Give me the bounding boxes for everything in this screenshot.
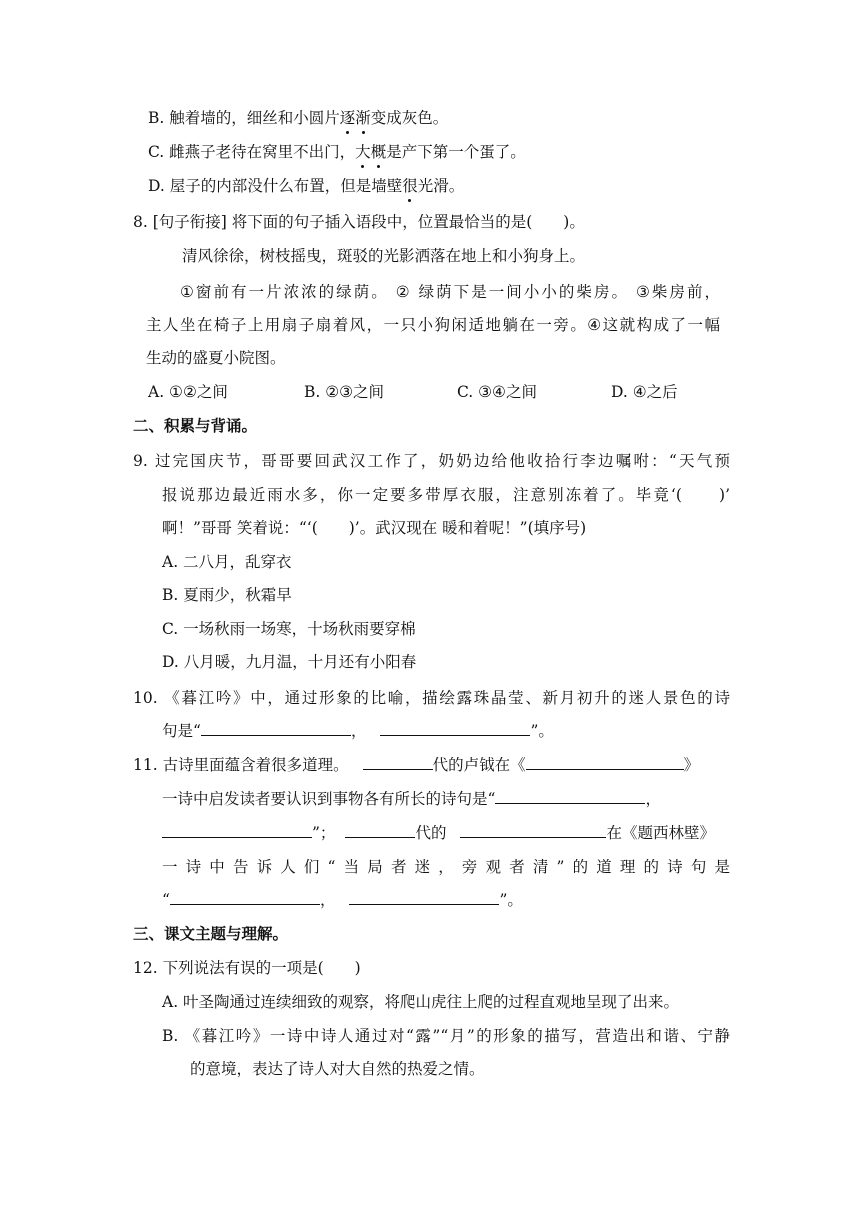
- q7-option-d-text: D. 屋子的内部没什么布置，但是墙壁: [148, 177, 403, 195]
- q8-insert-sentence: 清风徐徐，树枝摇曳，斑驳的光影洒落在地上和小狗身上。: [182, 247, 586, 265]
- q7-option-d-emphasis: 很: [402, 177, 418, 195]
- q8-option-b: B. ②③之间: [304, 383, 385, 401]
- q11-line-3: [162, 822, 715, 844]
- q9-stem-line-1: 9. 过完国庆节，哥哥要回武汉工作了，奶奶边给他收拾行李边嘱咐：“天气预: [133, 452, 730, 470]
- q8-option-d: D. ④之后: [611, 383, 678, 401]
- q7-option-b-tail: 变成灰色。: [370, 109, 449, 127]
- q9-option-a: A. 二八月，乱穿衣: [162, 553, 292, 571]
- q11-line-1: [133, 754, 699, 776]
- q9-stem-line-2: 报说那边最近雨水多，你一定要多带厚衣服，注意别冻着了。毕竟‘( )’: [162, 486, 730, 504]
- q8-stem: 8. [句子衔接] 将下面的句子插入语段中，位置最恰当的是( )。: [133, 213, 585, 231]
- q12-option-b-line-2: 的意境，表达了诗人对大自然的热爱之情。: [190, 1060, 485, 1078]
- q10-stem-line-1: 10. 《暮江吟》中，通过形象的比喻，描绘露珠晶莹、新月初升的迷人景色的诗: [133, 689, 730, 707]
- q11-line-5: [162, 889, 523, 911]
- q11-text-b: 代的卢钺在《: [432, 756, 526, 774]
- q7-option-b: [148, 107, 448, 129]
- q10-blank-1[interactable]: [201, 721, 351, 736]
- q11-text-j: ，: [319, 891, 336, 909]
- q10-text-c: ”。: [530, 722, 554, 740]
- q11-blank-dynasty-1[interactable]: [363, 755, 433, 770]
- q7-option-c-emphasis: 大概: [355, 143, 387, 161]
- q7-option-c: [148, 141, 526, 163]
- q11-blank-verse-3[interactable]: [170, 890, 320, 905]
- q11-line-2: [162, 788, 661, 810]
- q11-text-c: 》: [683, 756, 700, 774]
- q10-stem-line-2: [162, 720, 554, 742]
- q7-option-c-text: C. 雌燕子老待在窝里不出门，: [148, 143, 356, 161]
- q9-option-b: B. 夏雨少，秋霜早: [162, 586, 292, 604]
- q11-text-k: ”。: [499, 891, 523, 909]
- q11-blank-poet[interactable]: [460, 823, 606, 838]
- q10-text-b: ，: [350, 722, 367, 740]
- q7-option-b-text: B. 触着墙的，细丝和小圆片: [148, 109, 340, 127]
- q11-text-g: 代的: [415, 824, 447, 842]
- q11-text-d: 一诗中启发读者要认识到事物各有所长的诗句是“: [162, 790, 496, 808]
- q12-option-a: A. 叶圣陶通过连续细致的观察，将爬山虎往上爬的过程直观地呈现了出来。: [162, 993, 680, 1011]
- q12-option-b-line-1: B. 《暮江吟》一诗中诗人通过对“露”“月”的形象的描写，营造出和谐、宁静: [162, 1027, 730, 1045]
- q8-paragraph-line-1: ①窗前有一片浓浓的绿荫。 ② 绿荫下是一间小小的柴房。 ③柴房前，: [180, 283, 720, 301]
- q8-paragraph-line-3: 生动的盛夏小院图。: [146, 349, 286, 367]
- q11-text-a: 11. 古诗里面蕴含着很多道理。: [133, 756, 349, 774]
- q9-stem-line-3: 啊！”哥哥 笑着说：“‘( )’。武汉现在 暖和着呢！”(填序号): [162, 519, 587, 537]
- q11-line-4: 一诗中告诉人们“当局者迷，旁观者清”的道理的诗句是: [162, 858, 730, 876]
- q11-blank-dynasty-2[interactable]: [345, 823, 415, 838]
- q11-text-i: “: [162, 891, 170, 909]
- q11-text-e: ，: [645, 790, 661, 808]
- q9-option-c: C. 一场秋雨一场寒，十场秋雨要穿棉: [162, 620, 416, 638]
- q7-option-d-tail: 光滑。: [417, 177, 465, 195]
- q9-option-d: D. 八月暖，九月温，十月还有小阳春: [162, 653, 417, 671]
- q11-text-h: 在《题西林壁》: [606, 824, 715, 842]
- q7-option-c-tail: 是产下第一个蛋了。: [386, 143, 526, 161]
- q11-blank-poem-title[interactable]: [526, 755, 684, 770]
- q10-blank-2[interactable]: [380, 721, 530, 736]
- q7-option-d: [148, 175, 464, 197]
- section-2-heading: 二、积累与背诵。: [133, 417, 258, 435]
- q8-paragraph-line-2: 主人坐在椅子上用扇子扇着风，一只小狗闲适地躺在一旁。④这就构成了一幅: [146, 316, 720, 334]
- q8-option-c: C. ③④之间: [457, 383, 537, 401]
- q7-option-b-emphasis: 逐渐: [339, 109, 371, 127]
- q10-text-a: 句是“: [162, 722, 201, 740]
- q11-blank-verse-4[interactable]: [349, 890, 499, 905]
- q11-text-f: ”；: [312, 824, 336, 842]
- q12-stem: 12. 下列说法有误的一项是( ): [133, 959, 361, 977]
- q8-option-a: A. ①②之间: [148, 383, 228, 401]
- q11-blank-verse-2[interactable]: [162, 823, 312, 838]
- q11-blank-verse-1[interactable]: [495, 789, 645, 804]
- section-3-heading: 三、课文主题与理解。: [133, 925, 289, 943]
